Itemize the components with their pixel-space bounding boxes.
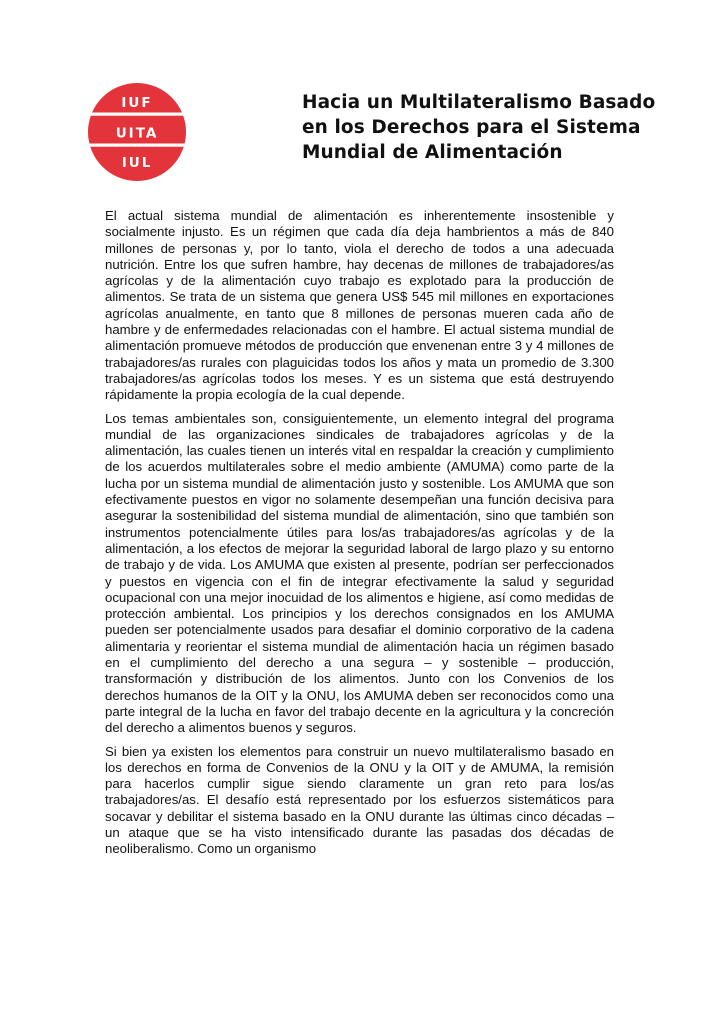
title-line-3: Mundial de Alimentación [302,142,563,163]
title-line-2: en los Derechos para el Sistema [302,117,641,138]
body-paragraph-2: Los temas ambientales son, consiguientemente, un elemento integral del programa mundial de las organizaciones sindicales de trabajadores agrícolas y de la alimentación, las cuales tienen un interés vital en respaldar la creación y cumplimiento de los acuerdos multilaterales sobre el medio ambiente (AMUMA) como parte de la lucha por un sistema mundial de alimentación justo y sostenible. Los AMUMA que son efectivamente puestos en vigor no solamente desempeñan una función decisiva para asegurar la sostenibilidad del sistema mundial de alimentación, sino que también son instrumentos potencialmente útiles para los/as trabajadores/as agrícolas y de la alimentación, a los efectos de mejorar la seguridad laboral de largo plazo y su entorno de trabajo y de vida. Los AMUMA que existen al presente, podrían ser perfeccionados y puestos en vigencia con el fin de integrar efectivamente la salud y seguridad ocupacional con una mejor inocuidad de los alimentos e higiene, así como medidas de protección ambiental. Los principios y los derechos consignados en los AMUMA pueden ser potencialmente usados para desafiar el dominio corporativo de la cadena alimentaria y reorientar el sistema mundial de alimentación hacia un régimen basado en el cumplimiento del derecho a una segura – y sostenible – producción, transformación y distribución de los alimentos. Junto con los Convenios de los derechos humanos de la OIT y la ONU, los AMUMA deben ser reconocidos como una parte integral de la lucha en favor del trabajo decente en la agricultura y la concreción del derecho a alimentos buenos y seguros. [105,410,614,736]
logo-stripe-bottom [87,144,187,147]
iuf-logo-emblem [87,82,187,182]
iuf-logo [87,82,187,182]
body-paragraph-3: Si bien ya existen los elementos para construir un nuevo multilateralismo basado en los derechos en forma de Convenios de la ONU y la OIT y de AMUMA, la remisión para hacerlos cumplir sigue siendo claramente un gran reto para los/as trabajadores/as. El desafío está representado por los esfuerzos sistemáticos para socavar y debilitar el sistema basado en la ONU durante las últimas cinco décadas – un ataque que se ha visto intensificado durante las pasadas dos décadas de neoliberalismo. Como un organismo [105,743,614,857]
title-line-1: Hacia un Multilateralismo Basado [302,92,656,113]
logo-stripe-top [87,113,187,116]
document-body [105,208,614,865]
document-title [302,90,682,165]
logo-text-iul: IUL [121,155,153,171]
logo-text-iuf: IUF [121,95,153,111]
logo-text-uita: UITA [115,125,159,142]
body-paragraph-1: El actual sistema mundial de alimentación es inherentemente insostenible y socialmente injusto. Es un régimen que cada día deja hambrientos a más de 840 millones de personas y, por lo tanto, viola el derecho de todos a una adecuada nutrición. Entre los que sufren hambre, hay decenas de millones de trabajadores/as agrícolas y de la alimentación cuyo trabajo es explotado para la producción de alimentos. Se trata de un sistema que genera US$ 545 mil millones en exportaciones agrícolas anualmente, en tanto que 8 millones de personas mueren cada año de hambre y de enfermedades relacionadas con el hambre. El actual sistema mundial de alimentación promueve métodos de producción que envenenan entre 3 y 4 millones de trabajadores/as rurales con plaguicidas todos los años y mata un promedio de 3.300 trabajadores/as agrícolas todos los meses. Y es un sistema que está destruyendo rápidamente la propia ecología de la cual depende. [105,208,614,403]
